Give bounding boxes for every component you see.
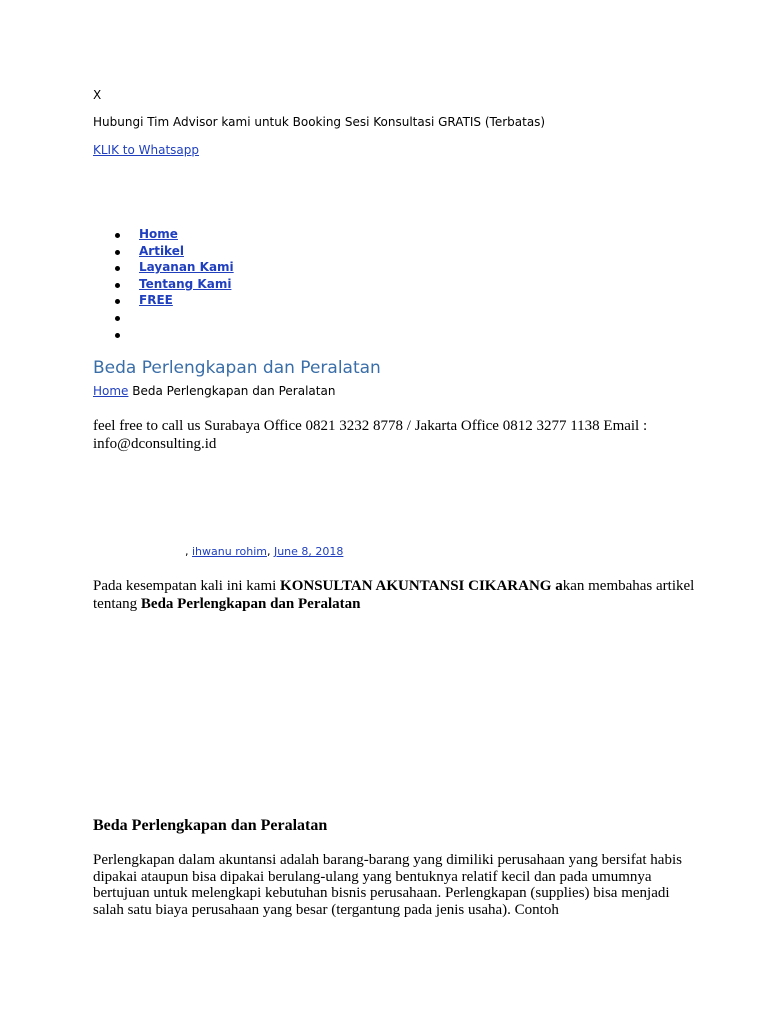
main-nav xyxy=(115,226,234,342)
intro-paragraph xyxy=(93,577,713,613)
nav-item-home xyxy=(115,226,234,243)
post-meta xyxy=(185,545,343,558)
nav-link-layanan[interactable]: Layanan Kami xyxy=(139,260,234,275)
post-title: Beda Perlengkapan dan Peralatan xyxy=(93,358,381,378)
section-heading: Beda Perlengkapan dan Peralatan xyxy=(93,817,328,834)
contact-info: feel free to call us Surabaya Office 0821 3232 8778 / Jakarta Office 0812 3277 1138 Email : info@dconsulting.id xyxy=(93,418,648,452)
nav-link-tentang[interactable]: Tentang Kami xyxy=(139,276,232,291)
nav-item-empty-1 xyxy=(115,309,234,326)
close-popup-button[interactable]: X xyxy=(93,88,102,102)
nav-item-tentang xyxy=(115,276,234,293)
nav-link-home[interactable]: Home xyxy=(139,227,178,241)
nav-link-artikel[interactable]: Artikel xyxy=(139,243,184,258)
breadcrumb xyxy=(93,384,335,398)
body-paragraph: Perlengkapan dalam akuntansi adalah barang-barang yang dimiliki perusahaan yang bersifat habis dipakai ataupun bisa dipakai berulang-ulang yang bentuknya relatif kecil dan pada umumnya bertujuan untuk melengkapi kebutuhan bisnis perusahaan. Perlengkapan (supplies) bisa menjadi salah satu biaya perusahaan yang besar (tergantung pada jenis usaha). Contoh xyxy=(93,852,682,918)
nav-item-artikel xyxy=(115,243,234,260)
nav-item-empty-2 xyxy=(115,326,234,343)
nav-item-layanan xyxy=(115,259,234,276)
intro-text-start: Pada kesempatan kali ini kami xyxy=(93,578,281,594)
date-link[interactable]: June 8, 2018 xyxy=(273,545,344,558)
nav-link-free[interactable]: FREE xyxy=(139,293,173,308)
intro-bold-topic: Beda Perlengkapan dan Peralatan xyxy=(140,596,361,612)
whatsapp-link[interactable]: KLIK to Whatsapp xyxy=(93,143,200,157)
nav-item-free xyxy=(115,292,234,309)
breadcrumb-current: Beda Perlengkapan dan Peralatan xyxy=(132,384,336,398)
promo-text: Hubungi Tim Advisor kami untuk Booking Sesi Konsultasi GRATIS (Terbatas) xyxy=(93,115,546,129)
meta-separator-2: , xyxy=(266,545,274,558)
meta-separator: , xyxy=(185,545,192,558)
author-link[interactable]: ihwanu rohim xyxy=(192,545,267,558)
intro-bold-company: KONSULTAN AKUNTANSI CIKARANG a xyxy=(280,578,563,594)
breadcrumb-home-link[interactable]: Home xyxy=(93,384,129,398)
intro-text-mid: kan membahas artikel tentang xyxy=(93,578,695,612)
